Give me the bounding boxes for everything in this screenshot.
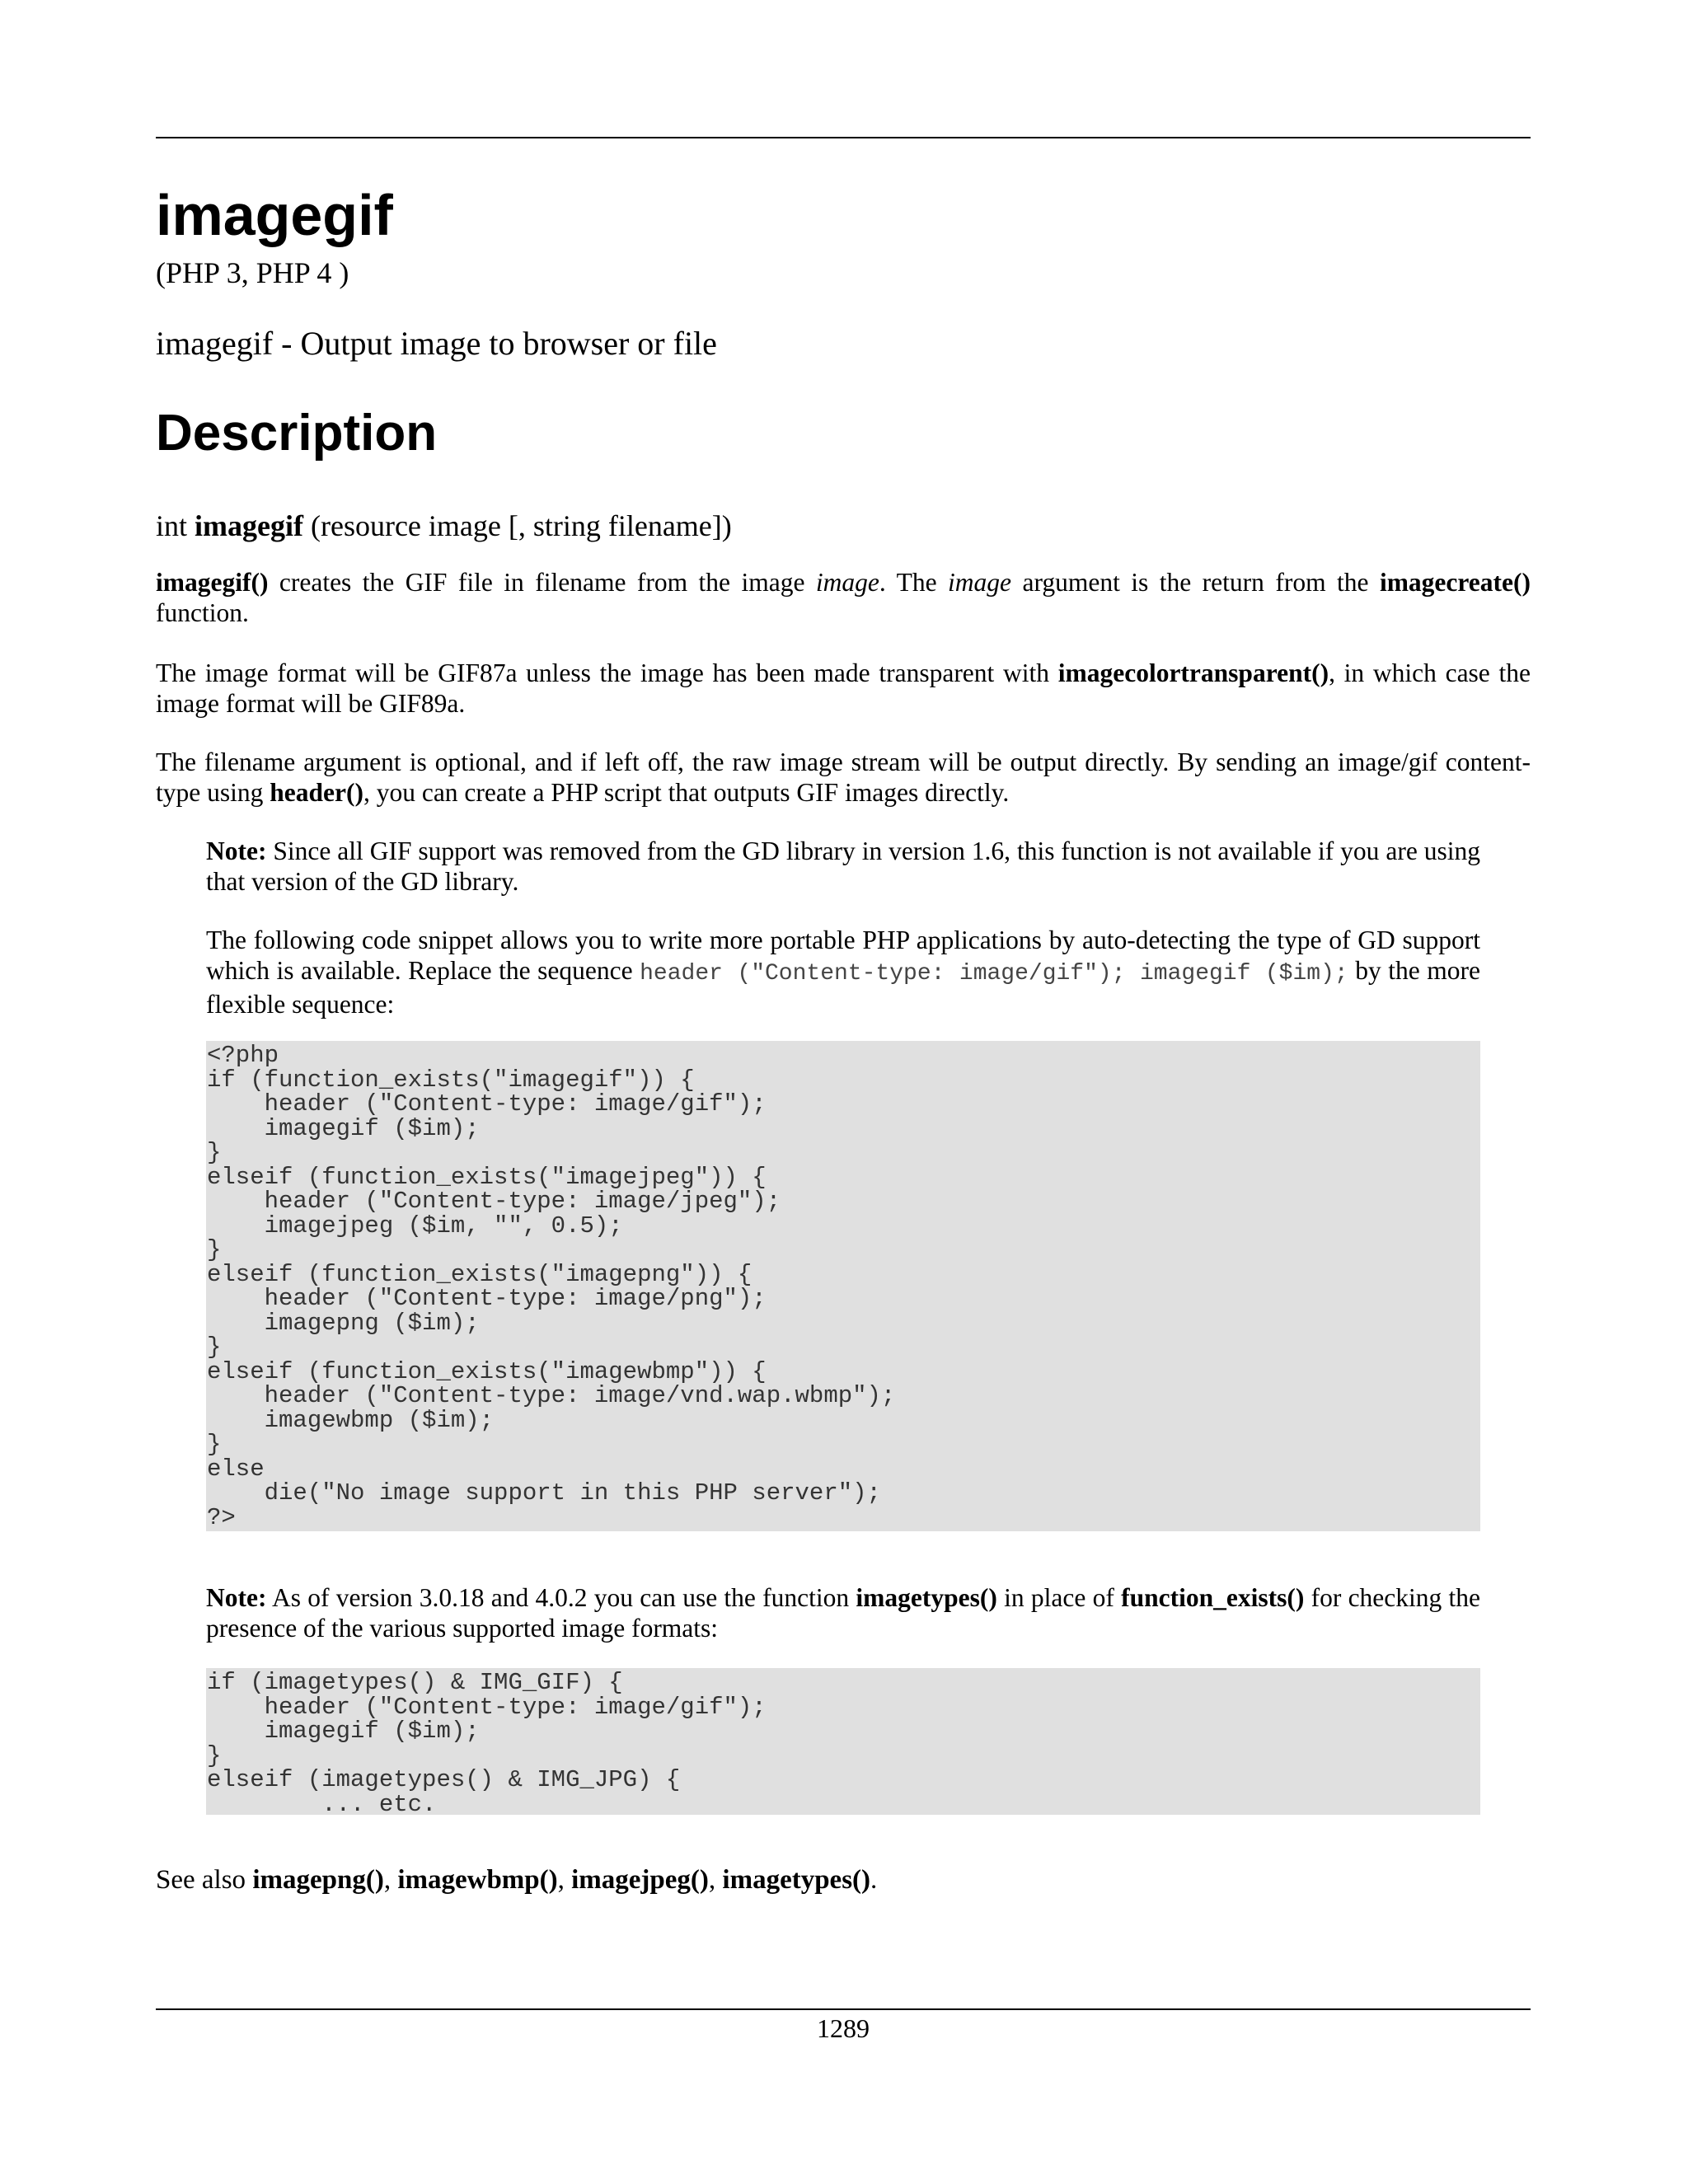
note-gd-support: Note: Since all GIF support was removed from the GD library in version 1.6, this function is not available if you are using that version of the GD library. — [206, 837, 1480, 896]
code-example-auto-detect: <?php if (function_exists("imagegif")) { header ("Content-type: image/gif"); imagegif ($im); } elseif (function_exists("imagejpeg")) { header ("Content-type: image/jpeg"); imagejpeg ($im, "", 0.5); } elseif (function_exists("imagepng")) { header ("Content-type: image/png"); imagepng ($im); } elseif (function_exists("imagewbmp")) { header ("Content-type: image/vnd.wap.wbmp"); imagewbmp ($im); } else die("No image support in this PHP server"); ?> — [206, 1041, 1480, 1531]
function-synopsis — [156, 509, 732, 544]
synopsis-params: (resource image [, string filename]) — [310, 509, 732, 542]
see-also-link-imagejpeg: imagejpeg() — [571, 1865, 709, 1895]
see-also-link-imagewbmp: imagewbmp() — [397, 1865, 558, 1895]
function-ref: imagecreate() — [1379, 568, 1531, 597]
description-paragraph-2: The image format will be GIF87a unless the image has been made transparent with imagecolortransparent(), in which case the image format will be GIF89a. — [156, 658, 1531, 718]
function-ref: imagecolortransparent() — [1057, 658, 1329, 687]
argument-ref: image — [948, 568, 1012, 597]
function-ref: header() — [270, 778, 363, 807]
header-rule — [156, 137, 1531, 138]
description-paragraph-1: imagegif() creates the GIF file in filename from the image image. The image argument is the return from the imagecreate() function. — [156, 568, 1531, 627]
code-example-imagetypes: if (imagetypes() & IMG_GIF) { header ("Content-type: image/gif"); imagegif ($im); } elseif (imagetypes() & IMG_JPG) { ... etc. — [206, 1668, 1480, 1815]
argument-ref: image — [815, 568, 879, 597]
inline-code: header ("Content-type: image/gif"); imagegif ($im); — [640, 961, 1348, 987]
page-number: 1289 — [817, 2013, 870, 2043]
note-imagetypes: Note: As of version 3.0.18 and 4.0.2 you can use the function imagetypes() in place of function_exists() for checking the presence of the various supported image formats: — [206, 1583, 1480, 1643]
synopsis-function-name: imagegif — [195, 509, 303, 542]
see-also-link-imagepng: imagepng() — [252, 1865, 384, 1895]
note-portable-snippet: The following code snippet allows you to write more portable PHP applications by auto-detecting the type of GD support which is available. Replace the sequence header ("Content-type: image/gif"); imagegif ($im); by the more flexible sequence: — [206, 926, 1480, 1019]
footer-rule — [156, 2008, 1531, 2010]
synopsis-return-type: int — [156, 509, 188, 542]
manual-page — [156, 0, 1531, 2184]
function-ref: imagegif() — [156, 568, 269, 597]
function-purpose: imagegif - Output image to browser or file — [156, 325, 717, 362]
function-ref: imagetypes() — [856, 1583, 997, 1612]
php-versions: (PHP 3, PHP 4 ) — [156, 256, 349, 289]
note-label: Note: — [206, 837, 267, 865]
see-also: See also imagepng(), imagewbmp(), imagejpeg(), imagetypes(). — [156, 1865, 878, 1895]
see-also-link-imagetypes: imagetypes() — [722, 1865, 871, 1895]
section-heading-description: Description — [156, 405, 438, 462]
function-ref: function_exists() — [1121, 1583, 1305, 1612]
function-title: imagegif — [156, 183, 393, 247]
note-label: Note: — [206, 1583, 267, 1612]
description-paragraph-3: The filename argument is optional, and if left off, the raw image stream will be output directly. By sending an image/gif content-type using header(), you can create a PHP script that outputs GIF images directly. — [156, 748, 1531, 807]
